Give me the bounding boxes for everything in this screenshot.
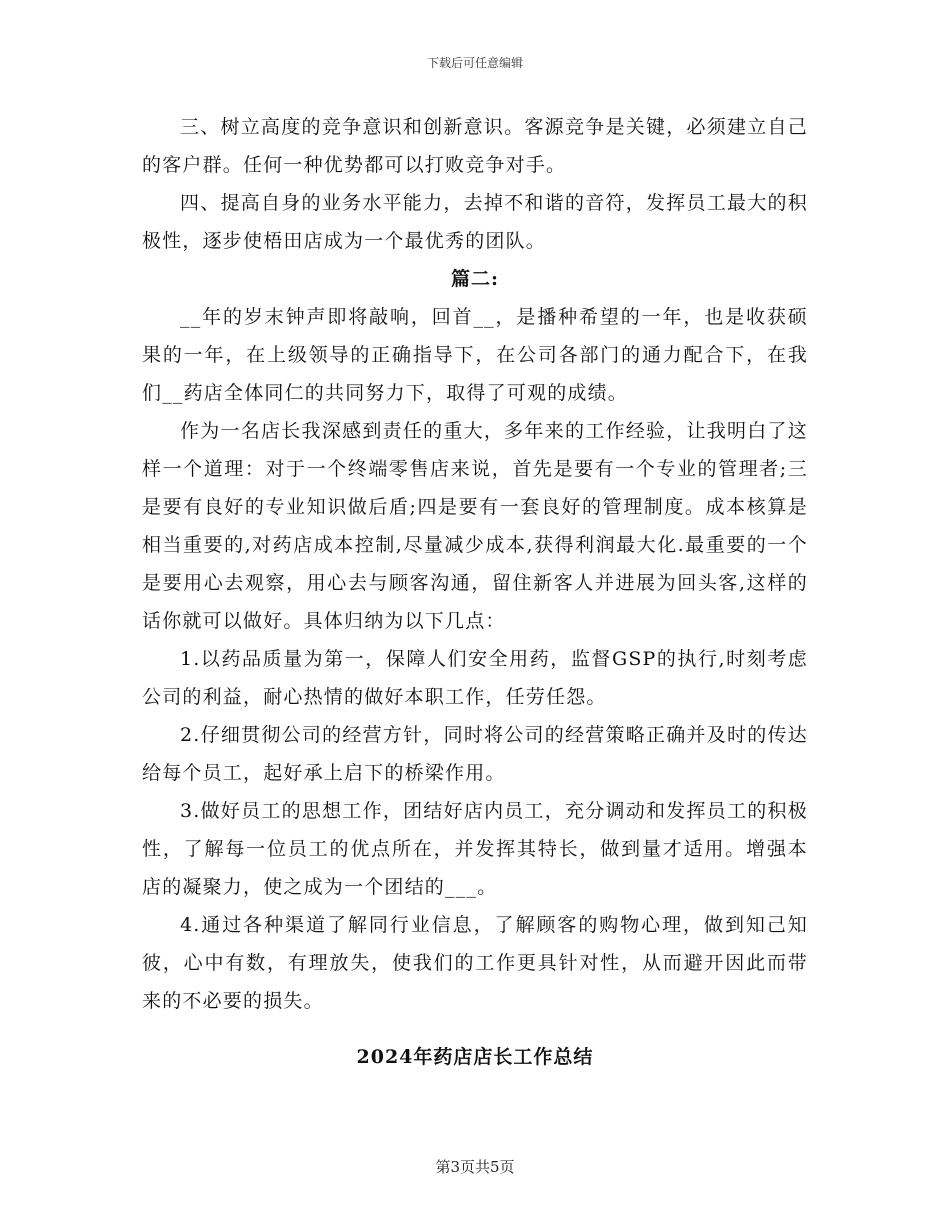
list-item: 1.以药品质量为第一，保障人们安全用药，监督GSP的执行,时刻考虑公司的利益，耐心热情的做好本职工作，任劳任怨。: [142, 648, 808, 708]
paragraph: __年的岁末钟声即将敲响，回首__，是播种希望的一年，也是收获硕果的一年，在上级领导的正确指导下，在公司各部门的通力配合下，在我们__药店全体同仁的共同努力下，取得了可观的成绩。: [142, 306, 808, 404]
document-title: 2024年药店店长工作总结: [356, 1046, 594, 1068]
list-item: 3.做好员工的思想工作，团结好店内员工，充分调动和发挥员工的积极性，了解每一位员工的优点所在，并发挥其特长，做到量才适用。增强本店的凝聚力，使之成为一个团结的___。: [142, 800, 808, 898]
paragraph: 作为一名店长我深感到责任的重大，多年来的工作经验，让我明白了这样一个道理：对于一个终端零售店来说，首先是要有一个专业的管理者;三是要有良好的专业知识做后盾;四是要有一套良好的管理制度。成本核算是相当重要的,对药店成本控制,尽量减少成本,获得利润最大化.最重要的一个是要用心去观察，用心去与顾客沟通，留住新客人并进展为回头客,这样的话你就可以做好。具体归纳为以下几点：: [142, 420, 808, 632]
list-item: 4.通过各种渠道了解同行业信息，了解顾客的购物心理，做到知己知彼，心中有数，有理放失，使我们的工作更具针对性，从而避开因此而带来的不必要的损失。: [142, 914, 808, 1012]
section-heading: 篇二:: [450, 268, 499, 290]
list-item: 2.仔细贯彻公司的经营方针，同时将公司的经营策略正确并及时的传达给每个员工，起好承上启下的桥梁作用。: [142, 724, 808, 784]
header-note: 下载后可任意编辑: [426, 56, 523, 70]
paragraph: 四、提高自身的业务水平能力，去掉不和谐的音符，发挥员工最大的积极性，逐步使梧田店成为一个最优秀的团队。: [142, 192, 808, 252]
page-indicator: 第3页共5页: [435, 1158, 515, 1176]
document-body: [142, 108, 808, 1076]
paragraph: 三、树立高度的竞争意识和创新意识。客源竞争是关键，必须建立自己的客户群。任何一种优势都可以打败竞争对手。: [142, 116, 808, 176]
